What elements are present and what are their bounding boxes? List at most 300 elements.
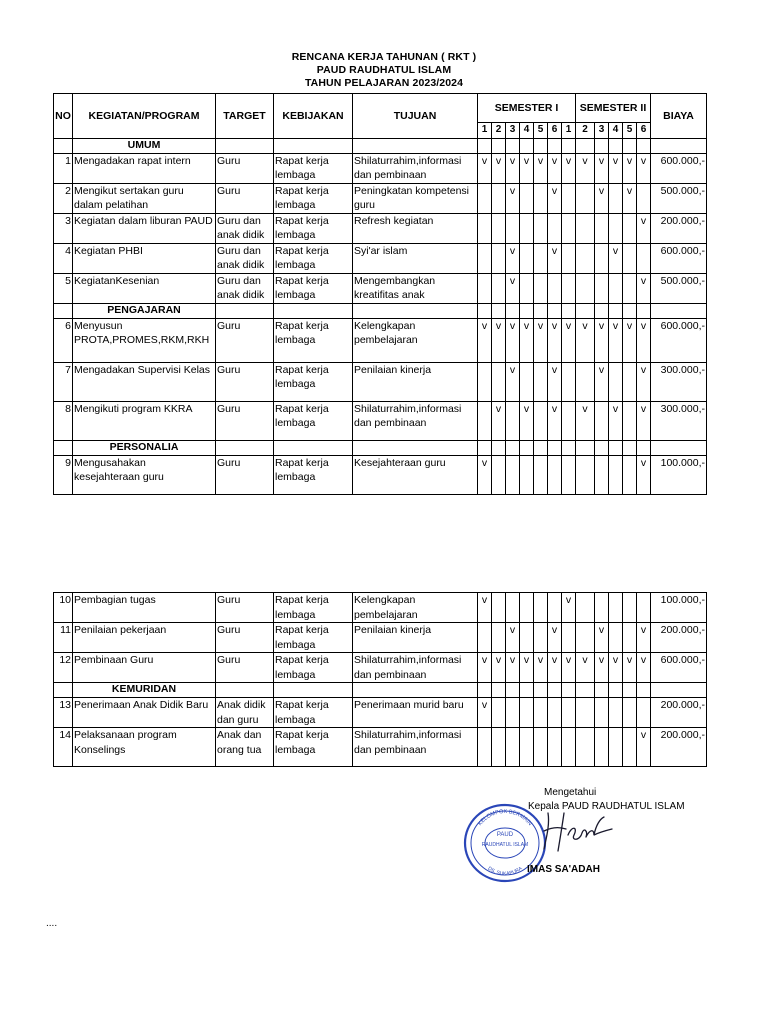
section-blank (548, 303, 562, 318)
section-blank (548, 440, 562, 455)
row-month-mark (576, 183, 595, 213)
section-blank (651, 303, 707, 318)
row-program: Mengadakan rapat intern (73, 153, 216, 183)
approval-position: Kepala PAUD RAUDHATUL ISLAM (528, 801, 685, 812)
row-month-mark (595, 455, 609, 494)
row-program: Kegiatan PHBI (73, 243, 216, 273)
row-month-mark (548, 273, 562, 303)
row-no: 5 (54, 273, 73, 303)
row-month-mark: v (637, 273, 651, 303)
row-month-mark (478, 623, 492, 653)
row-biaya: 200.000,- (651, 213, 707, 243)
row-month-mark (576, 623, 595, 653)
row-month-mark (534, 698, 548, 728)
signer-name: IMAS SA'ADAH (527, 864, 600, 875)
table-row (54, 653, 707, 683)
stamp-center-1: PAUD (496, 832, 514, 838)
section-blank (534, 303, 548, 318)
row-kebijakan: Rapat kerja lembaga (274, 401, 353, 440)
row-month-mark: v (623, 653, 637, 683)
row-month-mark (576, 728, 595, 767)
row-kebijakan: Rapat kerja lembaga (274, 623, 353, 653)
row-month-mark: v (534, 153, 548, 183)
section-blank (562, 303, 576, 318)
row-month-mark (492, 362, 506, 401)
row-month-mark: v (506, 183, 520, 213)
month-header: 1 (478, 123, 492, 139)
section-row (54, 138, 707, 153)
approval-mengetahui: Mengetahui (544, 787, 597, 798)
row-month-mark: v (562, 653, 576, 683)
row-month-mark (562, 728, 576, 767)
row-month-mark (492, 183, 506, 213)
row-month-mark (534, 213, 548, 243)
section-blank (637, 303, 651, 318)
row-month-mark (637, 698, 651, 728)
section-blank (548, 138, 562, 153)
stamp-outer-text: KELOMPOK BERMAIN (477, 808, 533, 828)
signature-icon (538, 805, 618, 855)
row-month-mark: v (478, 698, 492, 728)
row-no: 13 (54, 698, 73, 728)
section-blank (609, 138, 623, 153)
row-month-mark (637, 243, 651, 273)
row-program: Penilaian pekerjaan (73, 623, 216, 653)
section-row (54, 683, 707, 698)
row-month-mark (548, 455, 562, 494)
row-month-mark: v (637, 153, 651, 183)
table-row (54, 153, 707, 183)
row-no: 1 (54, 153, 73, 183)
section-blank (353, 683, 478, 698)
table-row (54, 213, 707, 243)
row-month-mark (623, 213, 637, 243)
section-blank (216, 303, 274, 318)
row-program: Menyusun PROTA,PROMES,RKM,RKH (73, 318, 216, 362)
row-target: Guru dan anak didik (216, 243, 274, 273)
month-header: 6 (637, 123, 651, 139)
section-no-cell (54, 303, 73, 318)
row-target: Anak didik dan guru (216, 698, 274, 728)
section-blank (651, 138, 707, 153)
row-month-mark: v (506, 153, 520, 183)
section-blank (520, 303, 534, 318)
row-month-mark (534, 183, 548, 213)
row-month-mark (562, 623, 576, 653)
section-no-cell (54, 138, 73, 153)
table-row (54, 728, 707, 767)
row-month-mark (595, 698, 609, 728)
row-month-mark (492, 243, 506, 273)
row-month-mark: v (637, 401, 651, 440)
row-month-mark (623, 728, 637, 767)
month-header: 4 (520, 123, 534, 139)
row-month-mark (595, 401, 609, 440)
row-month-mark: v (548, 401, 562, 440)
row-month-mark (548, 728, 562, 767)
row-month-mark (609, 273, 623, 303)
section-blank (506, 138, 520, 153)
section-label: PERSONALIA (73, 440, 216, 455)
section-blank (637, 440, 651, 455)
row-biaya: 500.000,- (651, 183, 707, 213)
row-program: Penerimaan Anak Didik Baru (73, 698, 216, 728)
row-month-mark: v (548, 183, 562, 213)
row-month-mark (623, 401, 637, 440)
row-month-mark (520, 273, 534, 303)
row-kebijakan: Rapat kerja lembaga (274, 362, 353, 401)
row-month-mark (478, 362, 492, 401)
section-blank (353, 440, 478, 455)
row-month-mark: v (492, 318, 506, 362)
row-month-mark (562, 362, 576, 401)
row-kebijakan: Rapat kerja lembaga (274, 653, 353, 683)
row-tujuan: Refresh kegiatan (353, 213, 478, 243)
row-month-mark (609, 593, 623, 623)
row-kebijakan: Rapat kerja lembaga (274, 593, 353, 623)
section-blank (506, 303, 520, 318)
section-blank (576, 138, 595, 153)
row-month-mark: v (520, 401, 534, 440)
section-row (54, 303, 707, 318)
row-month-mark (562, 273, 576, 303)
section-blank (623, 683, 637, 698)
row-month-mark: v (637, 455, 651, 494)
section-blank (520, 138, 534, 153)
row-month-mark (576, 243, 595, 273)
section-blank (609, 683, 623, 698)
row-program: Mengikut sertakan guru dalam pelatihan (73, 183, 216, 213)
row-biaya: 300.000,- (651, 401, 707, 440)
section-blank (609, 303, 623, 318)
row-month-mark: v (548, 653, 562, 683)
row-kebijakan: Rapat kerja lembaga (274, 243, 353, 273)
table-row (54, 183, 707, 213)
row-month-mark (520, 213, 534, 243)
section-blank (548, 683, 562, 698)
row-tujuan: Shilaturrahim,informasi dan pembinaan (353, 401, 478, 440)
row-month-mark: v (520, 653, 534, 683)
row-month-mark: v (595, 653, 609, 683)
row-no: 3 (54, 213, 73, 243)
table-row (54, 455, 707, 494)
month-header: 2 (576, 123, 595, 139)
row-month-mark: v (637, 318, 651, 362)
row-month-mark: v (562, 593, 576, 623)
row-month-mark (492, 728, 506, 767)
row-month-mark (562, 401, 576, 440)
title-line-3: TAHUN PELAJARAN 2023/2024 (304, 77, 464, 89)
row-month-mark: v (576, 401, 595, 440)
section-blank (595, 138, 609, 153)
row-month-mark (478, 213, 492, 243)
header-no: NO (54, 94, 73, 139)
month-header: 3 (506, 123, 520, 139)
row-month-mark (520, 362, 534, 401)
row-month-mark (548, 698, 562, 728)
row-target: Guru (216, 593, 274, 623)
row-biaya: 100.000,- (651, 455, 707, 494)
row-tujuan: Shilaturrahim,informasi dan pembinaan (353, 728, 478, 767)
row-no: 10 (54, 593, 73, 623)
row-program: Pembagian tugas (73, 593, 216, 623)
row-tujuan: Penerimaan murid baru (353, 698, 478, 728)
row-month-mark (534, 243, 548, 273)
row-program: Kegiatan dalam liburan PAUD (73, 213, 216, 243)
row-month-mark (506, 401, 520, 440)
row-month-mark (534, 362, 548, 401)
row-kebijakan: Rapat kerja lembaga (274, 153, 353, 183)
section-blank (274, 303, 353, 318)
section-label: UMUM (73, 138, 216, 153)
section-blank (576, 440, 595, 455)
row-month-mark (534, 593, 548, 623)
section-blank (651, 440, 707, 455)
month-header: 6 (548, 123, 562, 139)
row-month-mark (595, 273, 609, 303)
row-month-mark: v (609, 318, 623, 362)
month-header: 4 (609, 123, 623, 139)
row-month-mark (562, 183, 576, 213)
row-month-mark: v (548, 243, 562, 273)
section-blank (478, 138, 492, 153)
section-blank (595, 440, 609, 455)
section-blank (623, 303, 637, 318)
header-row (54, 94, 707, 123)
row-month-mark: v (548, 318, 562, 362)
month-header: 5 (623, 123, 637, 139)
section-blank (520, 683, 534, 698)
row-month-mark (534, 401, 548, 440)
row-month-mark (595, 243, 609, 273)
row-target: Anak dan orang tua (216, 728, 274, 767)
row-no: 8 (54, 401, 73, 440)
row-month-mark: v (492, 153, 506, 183)
section-blank (595, 303, 609, 318)
row-biaya: 300.000,- (651, 362, 707, 401)
table-row (54, 243, 707, 273)
row-month-mark (548, 593, 562, 623)
table-row (54, 623, 707, 653)
row-program: Mengadakan Supervisi Kelas (73, 362, 216, 401)
row-month-mark (506, 698, 520, 728)
row-month-mark: v (637, 213, 651, 243)
row-month-mark (520, 698, 534, 728)
row-month-mark: v (506, 362, 520, 401)
section-blank (609, 440, 623, 455)
row-target: Guru (216, 153, 274, 183)
row-target: Guru dan anak didik (216, 213, 274, 243)
section-blank (492, 683, 506, 698)
row-no: 7 (54, 362, 73, 401)
row-month-mark (576, 698, 595, 728)
row-tujuan: Kelengkapan pembelajaran (353, 593, 478, 623)
row-month-mark: v (548, 153, 562, 183)
row-month-mark: v (595, 362, 609, 401)
table-row (54, 698, 707, 728)
section-no-cell (54, 440, 73, 455)
row-month-mark (637, 183, 651, 213)
row-month-mark (609, 623, 623, 653)
header-semester-2: SEMESTER II (576, 94, 651, 123)
section-blank (353, 303, 478, 318)
row-month-mark: v (548, 362, 562, 401)
section-blank (576, 683, 595, 698)
section-row (54, 440, 707, 455)
month-header: 5 (534, 123, 548, 139)
row-month-mark: v (478, 153, 492, 183)
row-biaya: 200.000,- (651, 728, 707, 767)
section-blank (534, 138, 548, 153)
rkt-table-part-2 (53, 592, 707, 767)
row-month-mark: v (562, 153, 576, 183)
row-month-mark (576, 273, 595, 303)
row-biaya: 600.000,- (651, 318, 707, 362)
section-blank (651, 683, 707, 698)
row-month-mark: v (492, 401, 506, 440)
row-month-mark: v (478, 455, 492, 494)
row-month-mark (520, 455, 534, 494)
row-month-mark (576, 213, 595, 243)
row-month-mark (562, 243, 576, 273)
section-blank (353, 138, 478, 153)
title-line-1: RENCANA KERJA TAHUNAN ( RKT ) (291, 51, 477, 63)
row-tujuan: Shilaturrahim,informasi dan pembinaan (353, 153, 478, 183)
row-month-mark: v (637, 728, 651, 767)
row-month-mark (506, 455, 520, 494)
row-biaya: 600.000,- (651, 243, 707, 273)
row-target: Guru dan anak didik (216, 273, 274, 303)
section-blank (216, 683, 274, 698)
row-month-mark (520, 243, 534, 273)
section-blank (492, 303, 506, 318)
document-title (0, 51, 768, 90)
rkt-table-part-1 (53, 93, 707, 495)
month-header: 2 (492, 123, 506, 139)
row-target: Guru (216, 318, 274, 362)
row-month-mark (623, 362, 637, 401)
row-month-mark: v (520, 153, 534, 183)
section-no-cell (54, 683, 73, 698)
row-month-mark: v (548, 623, 562, 653)
section-blank (274, 138, 353, 153)
header-kebijakan: KEBIJAKAN (274, 94, 353, 139)
row-tujuan: Kesejahteraan guru (353, 455, 478, 494)
row-tujuan: Syi'ar islam (353, 243, 478, 273)
header-biaya: BIAYA (651, 94, 707, 139)
section-blank (637, 138, 651, 153)
row-kebijakan: Rapat kerja lembaga (274, 455, 353, 494)
row-month-mark (492, 273, 506, 303)
row-month-mark: v (637, 362, 651, 401)
row-program: Mengusahakan kesejahteraan guru (73, 455, 216, 494)
row-month-mark (478, 243, 492, 273)
row-month-mark: v (576, 653, 595, 683)
row-kebijakan: Rapat kerja lembaga (274, 728, 353, 767)
section-blank (274, 440, 353, 455)
row-month-mark (576, 455, 595, 494)
row-target: Guru (216, 362, 274, 401)
row-month-mark (534, 273, 548, 303)
row-month-mark: v (637, 653, 651, 683)
row-month-mark: v (478, 318, 492, 362)
header-target: TARGET (216, 94, 274, 139)
row-month-mark (576, 362, 595, 401)
row-kebijakan: Rapat kerja lembaga (274, 183, 353, 213)
row-month-mark (623, 698, 637, 728)
row-tujuan: Shilaturrahim,informasi dan pembinaan (353, 653, 478, 683)
row-month-mark: v (506, 653, 520, 683)
row-no: 12 (54, 653, 73, 683)
row-month-mark: v (623, 318, 637, 362)
row-month-mark: v (576, 318, 595, 362)
row-month-mark: v (595, 318, 609, 362)
row-month-mark: v (609, 243, 623, 273)
section-blank (637, 683, 651, 698)
row-month-mark (534, 728, 548, 767)
section-blank (562, 138, 576, 153)
row-biaya: 600.000,- (651, 153, 707, 183)
section-blank (576, 303, 595, 318)
row-no: 9 (54, 455, 73, 494)
row-month-mark: v (478, 653, 492, 683)
row-tujuan: Penilaian kinerja (353, 362, 478, 401)
row-month-mark (492, 593, 506, 623)
row-month-mark: v (595, 153, 609, 183)
row-month-mark (520, 593, 534, 623)
row-month-mark (520, 728, 534, 767)
footer-dots: .... (46, 918, 58, 929)
section-blank (623, 440, 637, 455)
row-month-mark: v (492, 653, 506, 683)
row-month-mark (492, 455, 506, 494)
row-month-mark: v (595, 623, 609, 653)
section-blank (562, 683, 576, 698)
row-biaya: 500.000,- (651, 273, 707, 303)
row-month-mark (492, 213, 506, 243)
row-program: Mengikuti program KKRA (73, 401, 216, 440)
row-target: Guru (216, 455, 274, 494)
row-target: Guru (216, 653, 274, 683)
row-month-mark: v (609, 653, 623, 683)
section-blank (520, 440, 534, 455)
row-month-mark (623, 623, 637, 653)
row-no: 6 (54, 318, 73, 362)
row-month-mark (609, 213, 623, 243)
row-month-mark: v (576, 153, 595, 183)
row-month-mark: v (595, 183, 609, 213)
header-semester-1: SEMESTER I (478, 94, 576, 123)
row-no: 11 (54, 623, 73, 653)
row-month-mark: v (623, 153, 637, 183)
section-blank (534, 683, 548, 698)
row-month-mark: v (562, 318, 576, 362)
row-program: Pembinaan Guru (73, 653, 216, 683)
row-month-mark (534, 623, 548, 653)
stamp-bottom-text: DS. SUKAPURA (486, 865, 524, 878)
row-target: Guru (216, 183, 274, 213)
row-month-mark (478, 183, 492, 213)
month-header: 1 (562, 123, 576, 139)
title-line-2: PAUD RAUDHATUL ISLAM (316, 64, 452, 76)
row-month-mark (520, 183, 534, 213)
table-row (54, 273, 707, 303)
row-tujuan: Mengembangkan kreatifitas anak (353, 273, 478, 303)
row-month-mark (609, 698, 623, 728)
row-month-mark (548, 213, 562, 243)
header-tujuan: TUJUAN (353, 94, 478, 139)
row-month-mark: v (506, 243, 520, 273)
